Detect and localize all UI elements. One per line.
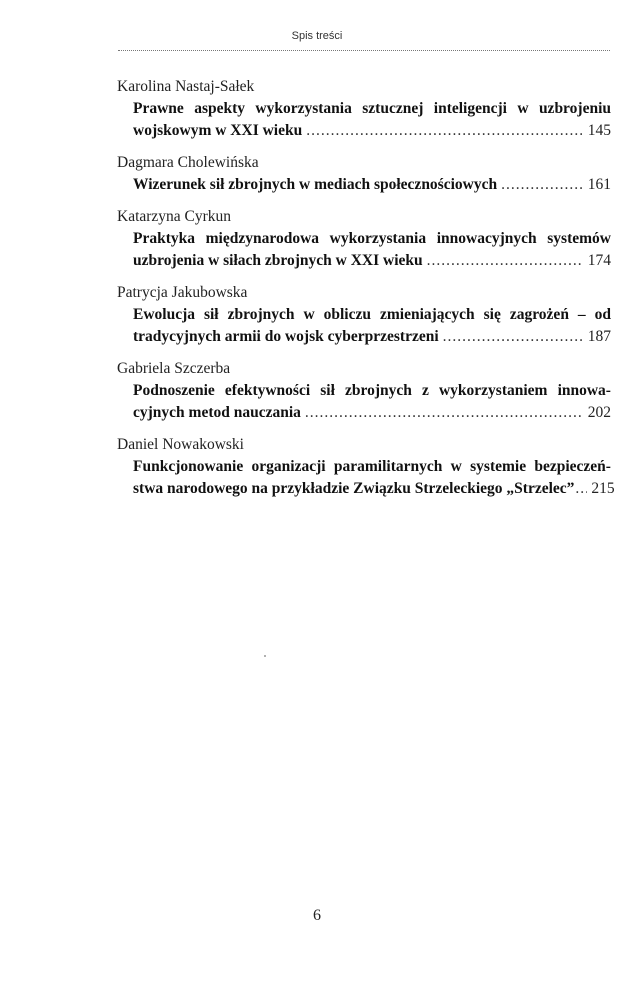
toc-entry [117,76,611,142]
toc-page-number: 145 [587,122,611,139]
toc-title[interactable] [133,228,611,272]
header-divider [118,50,610,51]
dot-leader [443,326,582,348]
word: sił [320,382,335,399]
word: aspekty [194,100,246,117]
toc-title-text: wojskowym w XXI wieku [133,122,303,139]
toc-title-line [133,228,611,250]
word: Prawne [133,100,184,117]
word: zmieniających [379,306,475,323]
toc-page-number: 161 [587,176,611,193]
toc-title-line [133,98,611,120]
toc-author: Karolina Nastaj-Sałek [117,78,255,95]
toc-title[interactable] [133,98,611,142]
toc-title-text: cyjnych metod nauczania [133,404,301,421]
dot-leader [575,478,587,500]
toc-title[interactable] [133,380,611,424]
toc-author: Patrycja Jakubowska [117,284,248,301]
table-of-contents [117,76,615,510]
word: wykorzystaniem [438,382,548,399]
toc-entry [117,152,611,196]
toc-title-text: tradycyjnych armii do wojsk cyberprzestrzeni [133,328,439,345]
word: się [483,306,501,323]
dot-leader [427,250,582,272]
toc-title-line-last [133,402,611,424]
word: międzynarodowa [205,230,320,247]
toc-entry [117,358,611,424]
word: w [450,458,462,475]
word: w [303,306,315,323]
word: organizacji [251,458,326,475]
toc-title[interactable] [133,456,615,500]
toc-author: Katarzyna Cyrkun [117,208,232,225]
toc-page-number: 215 [591,480,615,497]
word: – [577,306,586,323]
word: z [421,382,429,399]
toc-title-text: uzbrojenia w siłach zbrojnych w XXI wieku [133,252,423,269]
running-header: Spis treści [291,30,343,42]
toc-entry [117,206,611,272]
word: innowa- [557,382,611,399]
dot-leader [501,174,582,196]
word: uzbrojeniu [538,100,611,117]
word: zbrojnych [227,306,295,323]
word: Praktyka [133,230,195,247]
word: zagrożeń [509,306,569,323]
word: wykorzystania [255,100,352,117]
toc-author: Daniel Nowakowski [117,436,244,453]
word: zbrojnych [345,382,412,399]
toc-page-number: 202 [587,404,611,421]
toc-title-line-last [133,478,615,500]
word: od [594,306,611,323]
toc-author: Dagmara Cholewińska [117,154,259,171]
toc-title-line [133,304,611,326]
word: Ewolucja [133,306,195,323]
word: w [517,100,529,117]
toc-title-text: stwa narodowego na przykładzie Związku Strzeleckiego „Strzelec” [133,480,575,497]
toc-title-line-last [133,326,611,348]
word: paramilitarnych [333,458,443,475]
scan-speck [264,655,266,657]
word: sił [203,306,219,323]
toc-page-number: 174 [587,252,611,269]
toc-page-number: 187 [587,328,611,345]
word: systemie [470,458,527,475]
toc-author: Gabriela Szczerba [117,360,231,377]
word: systemów [547,230,611,247]
word: wykorzystania [329,230,427,247]
dot-leader [305,402,582,424]
toc-title-line [133,380,611,402]
toc-title-text: Wizerunek sił zbrojnych w mediach społecznościowych [133,176,498,193]
toc-entry [117,282,611,348]
word: innowacyjnych [436,230,537,247]
word: obliczu [323,306,371,323]
toc-title[interactable] [133,174,611,196]
toc-title[interactable] [133,304,611,348]
toc-title-line-last [133,120,611,142]
toc-entry [117,434,615,500]
toc-title-line-last [133,174,611,196]
word: inteligencji [433,100,507,117]
toc-title-line-last [133,250,611,272]
dot-leader [306,120,582,142]
word: sztucznej [362,100,424,117]
word: bezpieczeń- [534,458,611,475]
word: Funkcjonowanie [133,458,244,475]
toc-title-line [133,456,611,478]
word: efektywności [224,382,311,399]
word: Podnoszenie [133,382,215,399]
page-number: 6 [313,907,321,924]
